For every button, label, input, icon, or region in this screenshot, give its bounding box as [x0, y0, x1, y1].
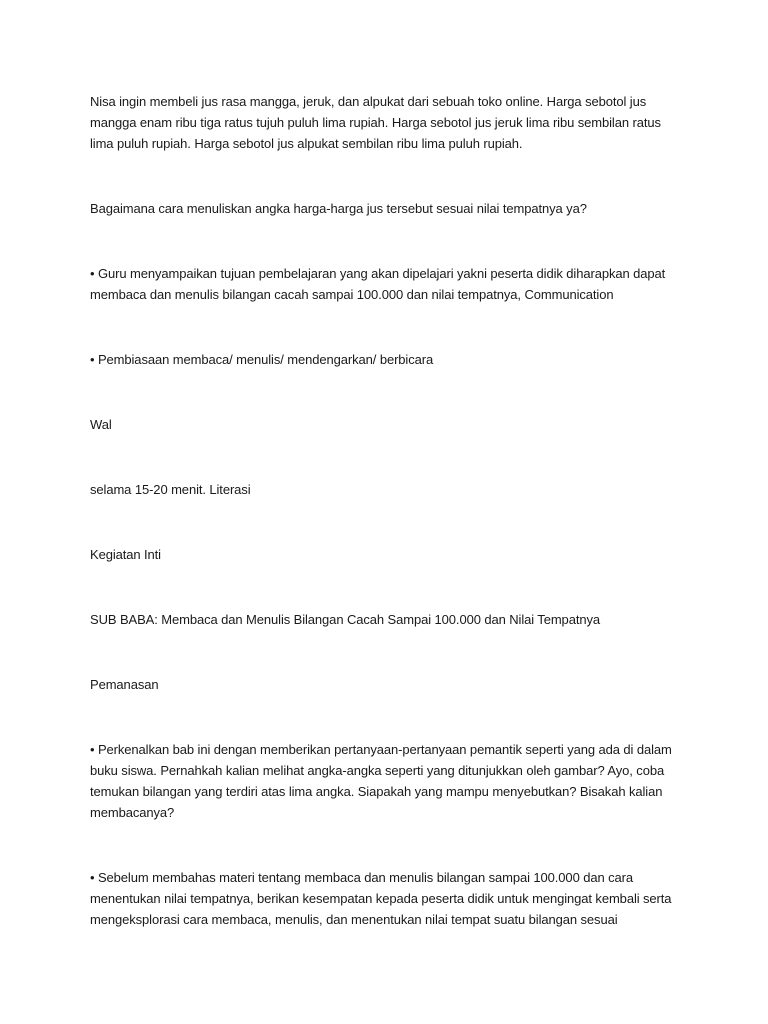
learning-goal-bullet: • Guru menyampaikan tujuan pembelajaran yang akan dipelajari yakni peserta didik diharapkan dapat membaca dan menulis bilangan cacah sampai 100.000 dan nilai tempatnya, Communication	[90, 266, 666, 302]
question-paragraph: Bagaimana cara menuliskan angka harga-harga jus tersebut sesuai nilai tempatnya ya?	[90, 201, 587, 216]
habit-bullet: • Pembiasaan membaca/ menulis/ mendengarkan/ berbicara	[90, 352, 434, 367]
document-page	[90, 91, 680, 930]
sub-chapter-heading: SUB BABA: Membaca dan Menulis Bilangan Cacah Sampai 100.000 dan Nilai Tempatnya	[90, 612, 600, 627]
intro-paragraph: Nisa ingin membeli jus rasa mangga, jeruk, dan alpukat dari sebuah toko online. Harga sebotol jus mangga enam ribu tiga ratus tujuh puluh lima rupiah. Harga sebotol jus jeruk lima ribu sembilan ratus lima puluh rupiah. Harga sebotol jus alpukat sembilan ribu lima puluh rupiah.	[90, 94, 661, 151]
fragment-line: Wal	[90, 417, 112, 432]
literacy-line: selama 15-20 menit. Literasi	[90, 482, 251, 497]
warmup-heading: Pemanasan	[90, 677, 159, 692]
exploration-bullet: • Sebelum membahas materi tentang membaca dan menulis bilangan sampai 100.000 dan cara menentukan nilai tempatnya, berikan kesempatan kepada peserta didik untuk mengingat kembali serta mengeksplorasi cara membaca, menulis, dan menentukan nilai tempat suatu bilangan sesuai	[90, 870, 672, 927]
introduction-bullet: • Perkenalkan bab ini dengan memberikan pertanyaan-pertanyaan pemantik seperti yang ada di dalam buku siswa. Pernahkah kalian melihat angka-angka seperti yang ditunjukkan oleh gambar? Ayo, coba temukan bilangan yang terdiri atas lima angka. Siapakah yang mampu menyebutkan? Bisakah kalian membacanya?	[90, 742, 672, 820]
core-activity-heading: Kegiatan Inti	[90, 547, 161, 562]
